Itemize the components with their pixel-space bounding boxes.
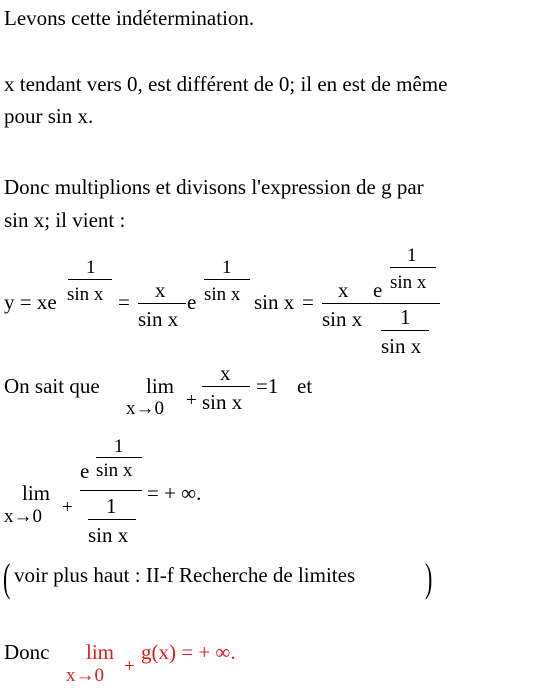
- lim2-exp-num: 1: [114, 436, 124, 457]
- eq1-frac2-num: x: [338, 278, 349, 302]
- donc: Donc: [4, 640, 50, 664]
- text-line-4: Donc multiplions et divisons l'expression de g par: [4, 175, 424, 199]
- text-line-5: sin x; il vient :: [4, 208, 126, 232]
- eq1-exp2-den: sin x: [204, 284, 241, 305]
- text-line-1: Levons cette indétermination.: [4, 6, 255, 30]
- lim2-e: e: [80, 459, 90, 483]
- lim3-sub: x→0: [66, 665, 104, 686]
- lim2-den-bar: [88, 519, 136, 520]
- remark-paren-open: (: [3, 555, 11, 600]
- eq1-exp3-num: 1: [407, 245, 417, 266]
- lim3-g: g(x) = + ∞.: [141, 640, 236, 664]
- eq1-frac1-num: x: [155, 278, 166, 302]
- lim1-frac-den: sin x: [202, 390, 243, 414]
- eq1-y-eq-xe: y = xe: [4, 290, 57, 314]
- eq1-bigfrac-den-num: 1: [400, 305, 411, 329]
- lim1-frac-num: x: [220, 361, 231, 385]
- lim2-exp-bar: [96, 457, 142, 458]
- remark-text: voir plus haut : II-f Recherche de limites: [14, 563, 356, 587]
- eq1-eq-2: =: [302, 290, 314, 314]
- eq1-frac2-bar: [322, 303, 370, 304]
- lim2-sub: x→0: [4, 506, 42, 527]
- eq1-exp3-den: sin x: [390, 272, 427, 293]
- on-sait-que: On sait que: [4, 374, 100, 398]
- eq1-frac1-bar: [138, 303, 186, 304]
- lim2-den-den: sin x: [88, 523, 129, 547]
- lim2-den-num: 1: [106, 494, 117, 518]
- eq1-sinx-mult: sin x: [254, 290, 295, 314]
- lim2-bigfrac-bar: [80, 490, 142, 491]
- eq1-bigfrac-bar: [370, 303, 440, 304]
- eq1-frac1-den: sin x: [138, 307, 179, 331]
- eq1-bigfrac-den-den: sin x: [381, 334, 422, 358]
- eq1-e-1: e: [187, 290, 197, 314]
- lim2-exp-den: sin x: [96, 460, 133, 481]
- eq1-e-2: e: [373, 278, 383, 302]
- lim1-lim: lim: [146, 374, 175, 398]
- eq1-exp1-den: sin x: [67, 284, 104, 305]
- lim1-plus: +: [186, 390, 197, 411]
- lim3-plus: +: [124, 656, 135, 677]
- eq1-exp3-bar: [390, 267, 436, 268]
- eq1-eq-1: =: [118, 290, 130, 314]
- eq1-exp1-bar: [68, 279, 112, 280]
- lim1-sub: x→0: [126, 398, 164, 419]
- lim1-eq-one: =1: [256, 374, 279, 398]
- remark-paren-close: ): [425, 555, 433, 600]
- lim2-plus: +: [62, 497, 73, 518]
- eq1-frac2-den: sin x: [322, 307, 363, 331]
- lim2-lim: lim: [22, 481, 51, 505]
- eq1-exp2-num: 1: [222, 257, 232, 278]
- lim1-frac-bar: [202, 386, 250, 387]
- eq1-exp2-bar: [204, 279, 250, 280]
- et: et: [297, 374, 313, 398]
- lim3-lim: lim: [86, 640, 115, 664]
- eq1-exp1-num: 1: [86, 257, 96, 278]
- eq1-bigfrac-den-bar: [381, 330, 429, 331]
- text-line-3: pour sin x.: [4, 104, 94, 128]
- lim2-result: = + ∞.: [147, 481, 202, 505]
- text-line-2: x tendant vers 0, est différent de 0; il en est de même: [4, 72, 448, 96]
